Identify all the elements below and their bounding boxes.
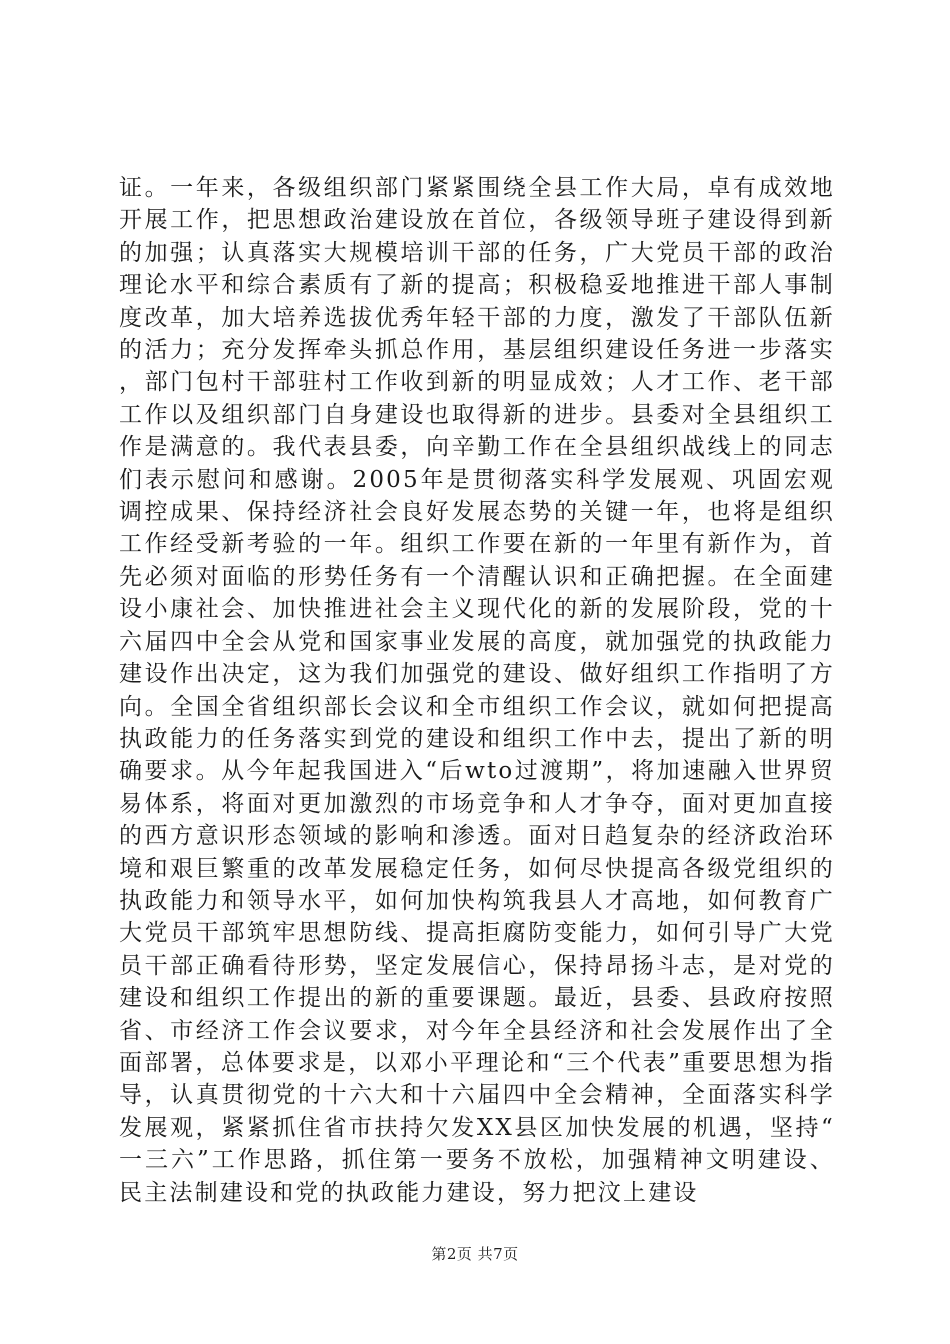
page-footer: 第2页 共7页 (431, 1245, 519, 1263)
body-paragraph: 证。一年来，各级组织部门紧紧围绕全县工作大局，卓有成效地开展工作，把思想政治建设放在首位，各级领导班子建设得到新的加强；认真落实大规模培训干部的任务，广大党员干部的政治理论水平和综合素质有了新的提高；积极稳妥地推进干部人事制度改革，加大培养选拔优秀年轻干部的力度，激发了干部队伍新的活力；充分发挥牵头抓总作用，基层组织建设任务进一步落实，部门包村干部驻村工作收到新的明显成效；人才工作、老干部工作以及组织部门自身建设也取得新的进步。县委对全县组织工作是满意的。我代表县委，向辛勤工作在全县组织战线上的同志们表示慰问和感谢。2005年是贯彻落实科学发展观、巩固宏观调控成果、保持经济社会良好发展态势的关键一年，也将是组织工作经受新考验的一年。组织工作要在新的一年里有新作为，首先必须对面临的形势任务有一个清醒认识和正确把握。在全面建设小康社会、加快推进社会主义现代化的新的发展阶段，党的十六届四中全会从党和国家事业发展的高度，就加强党的执政能力建设作出决定，这为我们加强党的建设、做好组织工作指明了方向。全国全省组织部长会议和全市组织工作会议，就如何把提高执政能力的任务落实到党的建设和组织工作中去，提出了新的明确要求。从今年起我国进入“后wto过渡期”，将加速融入世界贸易体系，将面对更加激烈的市场竞争和人才争夺，面对更加直接的西方意识形态领域的影响和渗透。面对日趋复杂的经济政治环境和艰巨繁重的改革发展稳定任务，如何尽快提高各级党组织的执政能力和领导水平，如何加快构筑我县人才高地，如何教育广大党员干部筑牢思想防线、提高拒腐防变能力，如何引导广大党员干部正确看待形势，坚定发展信心，保持昂扬斗志，是对党的建设和组织工作提出的新的重要课题。最近，县委、县政府按照省、市经济工作会议要求，对今年全县经济和社会发展作出了全面部署，总体要求是，以邓小平理论和“三个代表”重要思想为指导，认真贯彻党的十六大和十六届四中全会精神，全面落实科学发展观，紧紧抓住省市扶持欠发XX县区加快发展的机遇，坚持“一三六”工作思路，抓住第一要务不放松，加强精神文明建设、民主法制建设和党的执政能力建设，努力把汶上建设 (119, 175, 835, 1206)
